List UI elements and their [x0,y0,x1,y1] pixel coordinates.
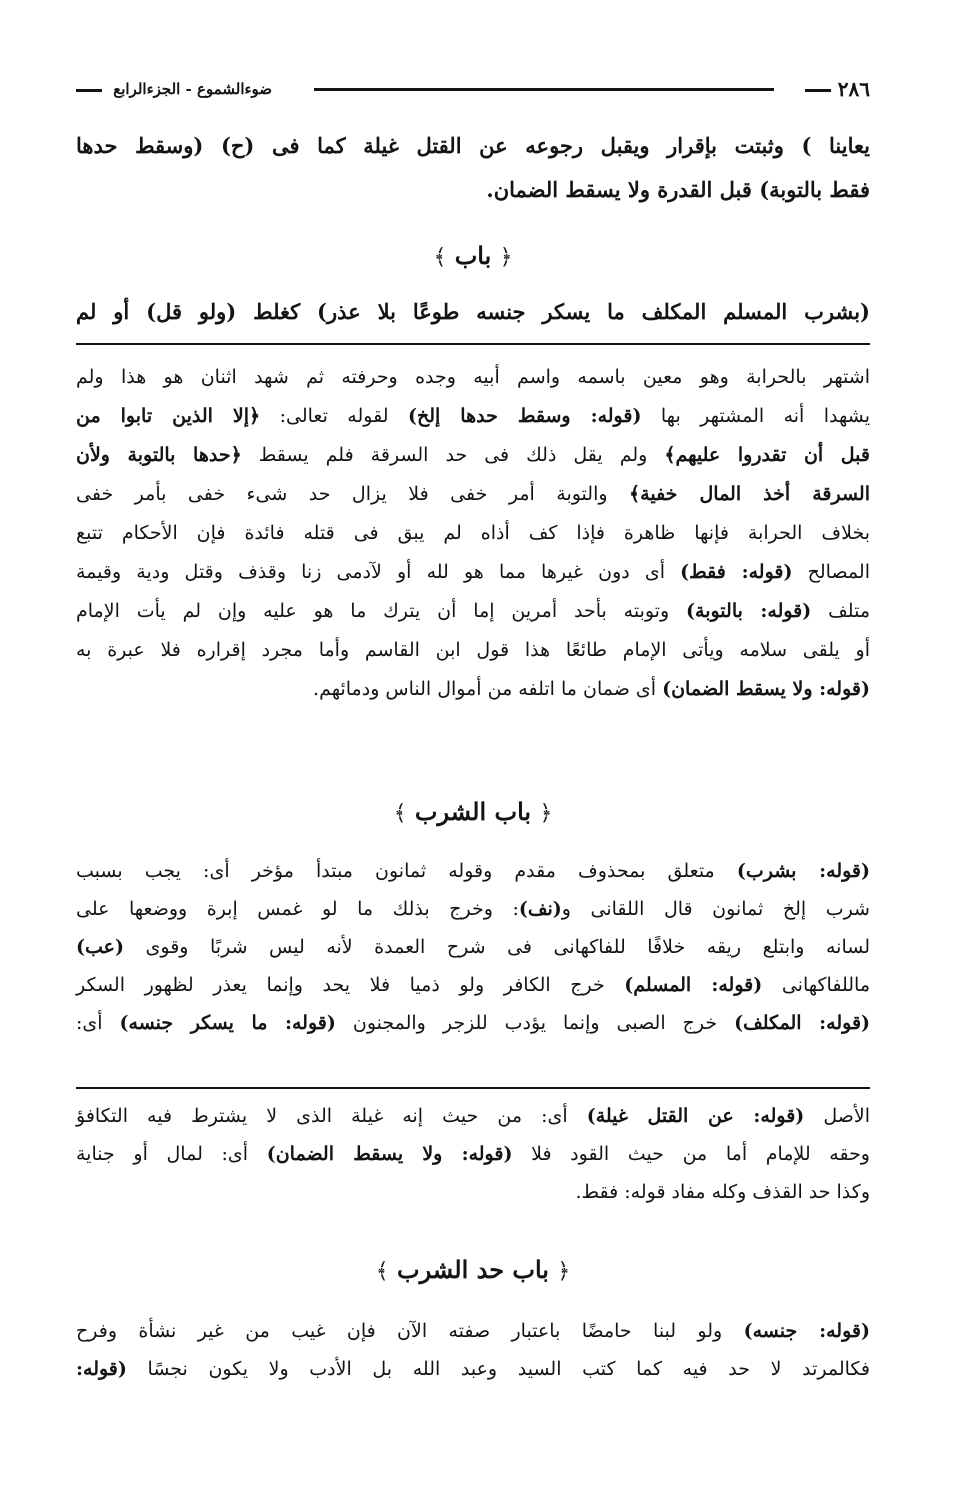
sharh-line: لسانه وابتلع ريقه خلافًا للفاكهانى فى شرح العمدة لأنه ليس شربًا وقوى (عب) [76,936,870,958]
ornament-open: ﴿ [539,801,553,826]
matn-line: فقط بالتوبة) قبل القدرة ولا يسقط الضمان. [486,177,870,202]
chapter-heading-bab-al-shurb [76,790,870,834]
chapter-title: باب [454,241,492,270]
running-title: ضوءالشموع - الجزءالرابع [113,80,273,98]
sharh-block-2 [76,852,870,1042]
sharh-block-1 [76,358,870,709]
sharh-line: (قوله: بشرب) متعلق بمحذوف مقدم وقوله ثمانون مبتدأ مؤخر أى: يجب بسبب [76,860,870,882]
sharh-line: (قوله: ولا يسقط الضمان) أى ضمان ما اتلفه من أموال الناس ودمائهم. [313,678,870,700]
sharh-line: الأصل (قوله: عن القتل غيلة) أى: من حيث إنه غيلة الذى لا يشترط فيه التكافؤ [76,1105,870,1127]
ornament-close: ﴾ [375,1259,389,1284]
matn-line: (بشرب المسلم المكلف ما يسكر جنسه طوعًا بلا عذر) كغلط (ولو قل) أو لم [76,299,870,324]
sharh-line: وكذا حد القذف وكله مفاد قوله: فقط. [575,1181,870,1203]
running-title-group [76,74,272,104]
sharh-line: (قوله: جنسه) ولو لبنا حامضًا باعتبار صفته الآن فإن غيب من غير نشأة وفرح [76,1320,870,1342]
sharh-line: فكالمرتد لا حد فيه كما كتب السيد وعبد الله بل الأدب ولا يكون نجسًا (قوله: [76,1358,870,1380]
ornament-open: ﴿ [499,245,513,270]
sharh-line: شرب إلخ ثمانون قال اللقانى و(نف): وخرج بذلك ما لو غمس إبرة ووضعها على [76,898,870,920]
sharh-line: ماللفاكهانى (قوله: المسلم) خرج الكافر ولو ذميا فلا يحد وإنما يعذر لظهور السكر [76,974,870,996]
header-rule [314,88,774,91]
sharh-line: وحقه للإمام أما من حيث القود فلا (قوله: ولا يسقط الضمان) أى: لمال أو جناية [76,1143,870,1165]
sharh-line: (قوله: المكلف) خرج الصبى وإنما يؤدب للزجر والمجنون (قوله: ما يسكر جنسه) أى: [76,1012,871,1034]
sharh-line: قبل أن تقدروا عليهم﴾ ولم يقل ذلك فى حد السرقة فلم يسقط ﴿حدها بالتوبة ولأن [76,444,870,466]
header-dash-right [805,89,831,92]
sharh-line: متلف (قوله: بالتوبة) وتوبته بأحد أمرين إما أن يترك ما هو عليه وإن لم يأت الإمام [76,600,871,622]
matn-line: يعاينا ) وثبتت بإقرار ويقبل رجوعه عن القتل غيلة كما فى (ح) (وسقط حدها [76,133,870,158]
sharh-line: اشتهر بالحرابة وهو معين باسمه واسم أبيه وجده وحرفته ثم شهد اثنان هو هذا ولم [76,366,870,388]
sharh-block-4 [76,1312,870,1388]
sharh-line: السرقة أخذ المال خفية﴾ والتوبة أمر خفى فلا يزال حد شىء خفى بأمر خفى [76,483,871,505]
chapter-title: باب الشرب [414,797,532,826]
ornament-close: ﴾ [433,245,447,270]
chapter-title: باب حد الشرب [397,1255,549,1284]
matn-top [76,124,870,212]
sharh-line: أو يلقى سلامه ويأتى الإمام طائعًا هذا قول ابن القاسم وأما مجرد إقراره فلا عبرة به [76,639,870,661]
matn-sharh-divider [76,343,870,345]
sharh-block-3 [76,1097,870,1211]
page-header [76,74,870,104]
chapter-heading-bab-hadd-al-shurb [76,1248,870,1292]
chapter-heading-bab [76,234,870,278]
sharh-line: المصالح (قوله: فقط) أى دون غيرها مما هو لله أو لآدمى زنا وقذف وقتل ودية وقيمة [76,561,870,583]
ornament-close: ﴾ [393,801,407,826]
page-number-group [799,74,870,104]
sharh-divider [76,1087,870,1089]
page-number: ٢٨٦ [837,77,870,101]
matn-bab-1 [76,290,870,334]
sharh-line: بخلاف الحرابة فإنها ظاهرة فإذا كف أذاه لم يبق فى قتله فائدة فإن الأحكام تتبع [76,522,870,544]
sharh-line: يشهدا أنه المشتهر بها (قوله: وسقط حدها إلخ) لقوله تعالى: ﴿إلا الذين تابوا من [76,405,871,427]
ornament-open: ﴿ [557,1259,571,1284]
header-dash-left [76,89,102,92]
